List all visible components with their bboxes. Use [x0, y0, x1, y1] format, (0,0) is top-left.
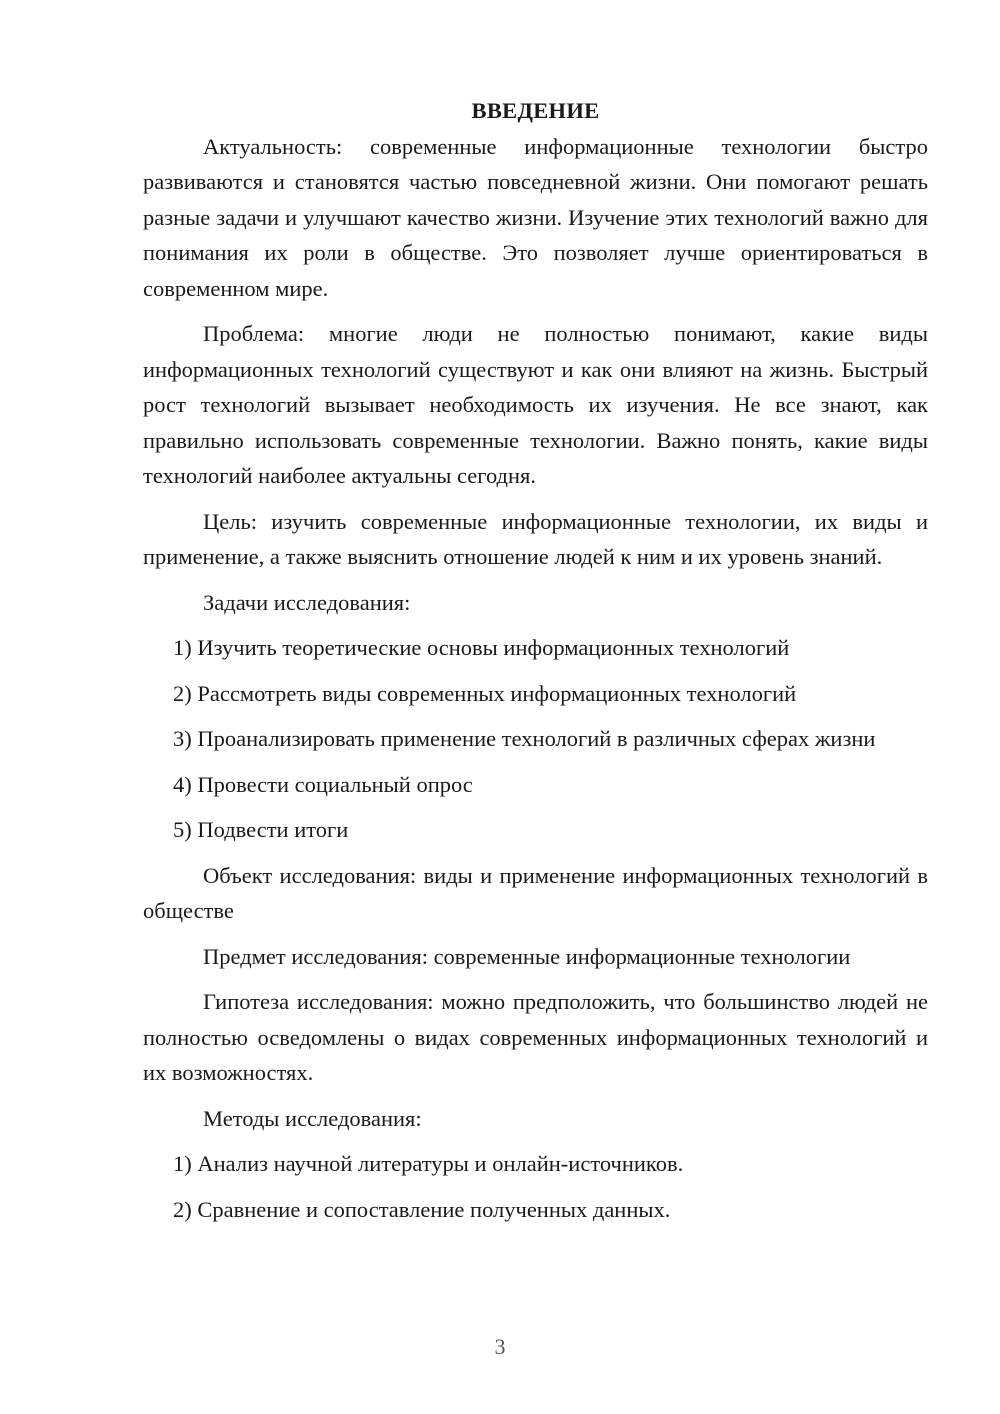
task-item: 5) Подвести итоги	[173, 817, 349, 842]
problem-paragraph: Проблема: многие люди не полностью понимают, какие виды информационных технологий существуют и как они влияют на жизнь. Быстрый рост технологий вызывает необходимость их изучения. Не все знают, как правильно использовать современные технологии. Важно понять, какие виды технологий наиболее актуальны сегодня.	[143, 321, 928, 488]
hypothesis-paragraph: Гипотеза исследования: можно предположить, что большинство людей не полностью осведомлены о видах современных информационных технологий и их возможностях.	[143, 989, 928, 1085]
subject-paragraph: Предмет исследования: современные информационные технологии	[203, 943, 851, 969]
task-item: 2) Рассмотреть виды современных информационных технологий	[173, 680, 797, 706]
page-number: 3	[494, 1334, 506, 1359]
document-page	[143, 93, 928, 1237]
relevance-paragraph: Актуальность: современные информационные технологии быстро развиваются и становятся частью повседневной жизни. Они помогают решать разные задачи и улучшают качество жизни. Изучение этих технологий важно для понимания их роли в обществе. Это позволяет лучше ориентироваться в современном мире.	[143, 133, 928, 301]
tasks-heading: Задачи исследования:	[203, 589, 411, 615]
page-title: ВВЕДЕНИЕ	[471, 98, 600, 123]
object-paragraph: Объект исследования: виды и применение информационных технологий в обществе	[143, 862, 928, 923]
goal-paragraph: Цель: изучить современные информационные технологии, их виды и применение, а также выяснить отношение людей к ним и их уровень знаний.	[143, 508, 928, 569]
methods-heading: Методы исследования:	[203, 1105, 422, 1131]
task-item: 4) Провести социальный опрос	[173, 771, 473, 797]
method-item: 1) Анализ научной литературы и онлайн-источников.	[173, 1151, 684, 1176]
task-item: 1) Изучить теоретические основы информационных технологий	[173, 635, 790, 660]
task-item: 3) Проанализировать применение технологий в различных сферах жизни	[173, 726, 876, 751]
method-item: 2) Сравнение и сопоставление полученных данных.	[173, 1196, 671, 1222]
